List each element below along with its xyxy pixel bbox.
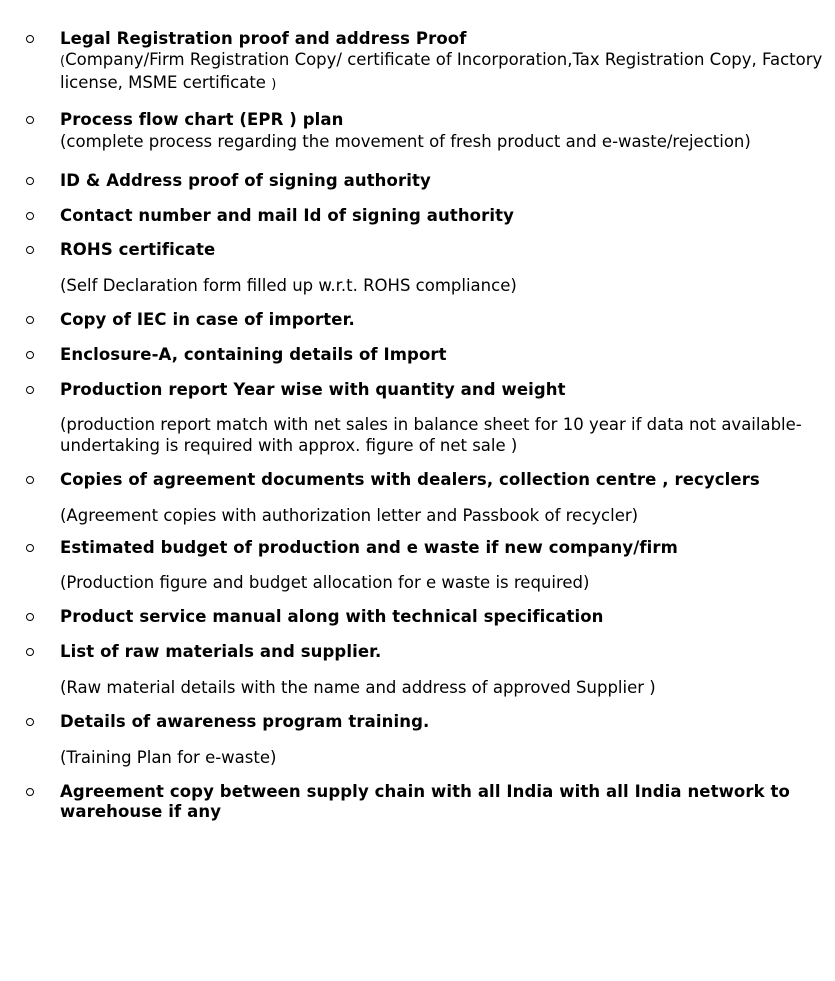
item-note: (production report match with net sales in balance sheet for 10 year if data not available- undertaking is required with approx. figure of net sale ) bbox=[60, 415, 802, 455]
bullet-icon bbox=[26, 648, 34, 656]
note-text: Company/Firm Registration Copy/ certificate of Incorporation,Tax Registration Copy, Factory license, MSME certificate bbox=[60, 50, 823, 92]
item-note bbox=[60, 49, 830, 95]
bullet-icon bbox=[26, 351, 34, 359]
item-note: (Raw material details with the name and address of approved Supplier ) bbox=[60, 678, 656, 697]
item-title: Legal Registration proof and address Proof bbox=[60, 29, 467, 48]
bullet-icon bbox=[26, 544, 34, 552]
note-close-paren: ) bbox=[271, 77, 277, 92]
bullet-icon bbox=[26, 613, 34, 621]
item-title: Production report Year wise with quantity and weight bbox=[60, 380, 566, 399]
bullet-icon bbox=[26, 35, 34, 43]
item-title: Process flow chart (EPR ) plan bbox=[60, 110, 344, 129]
item-note: (complete process regarding the movement of fresh product and e-waste/rejection) bbox=[60, 132, 751, 151]
item-title: Copies of agreement documents with dealers, collection centre , recyclers bbox=[60, 470, 760, 489]
item-note: (Agreement copies with authorization letter and Passbook of recycler) bbox=[60, 506, 639, 525]
item-title: ROHS certificate bbox=[60, 240, 216, 259]
item-title: Product service manual along with technical specification bbox=[60, 607, 604, 626]
item-note: (Training Plan for e-waste) bbox=[60, 748, 277, 767]
item-title: ID & Address proof of signing authority bbox=[60, 171, 431, 190]
bullet-icon bbox=[26, 476, 34, 484]
item-title: List of raw materials and supplier. bbox=[60, 642, 382, 661]
item-note: (Production figure and budget allocation for e waste is required) bbox=[60, 573, 590, 592]
item-title: Details of awareness program training. bbox=[60, 712, 430, 731]
item-title: Estimated budget of production and e waste if new company/firm bbox=[60, 538, 678, 557]
bullet-icon bbox=[26, 316, 34, 324]
bullet-icon bbox=[26, 386, 34, 394]
bullet-icon bbox=[26, 116, 34, 124]
item-note: (Self Declaration form filled up w.r.t. ROHS compliance) bbox=[60, 276, 517, 295]
item-title: Enclosure-A, containing details of Import bbox=[60, 345, 447, 364]
bullet-icon bbox=[26, 212, 34, 220]
bullet-icon bbox=[26, 177, 34, 185]
bullet-icon bbox=[26, 246, 34, 254]
bullet-icon bbox=[26, 788, 34, 796]
bullet-icon bbox=[26, 718, 34, 726]
note-open-paren: ( bbox=[60, 54, 66, 69]
item-title: Agreement copy between supply chain with all India with all India network to warehouse if any bbox=[60, 782, 790, 821]
item-title: Copy of IEC in case of importer. bbox=[60, 310, 355, 329]
item-title: Contact number and mail Id of signing authority bbox=[60, 206, 514, 225]
